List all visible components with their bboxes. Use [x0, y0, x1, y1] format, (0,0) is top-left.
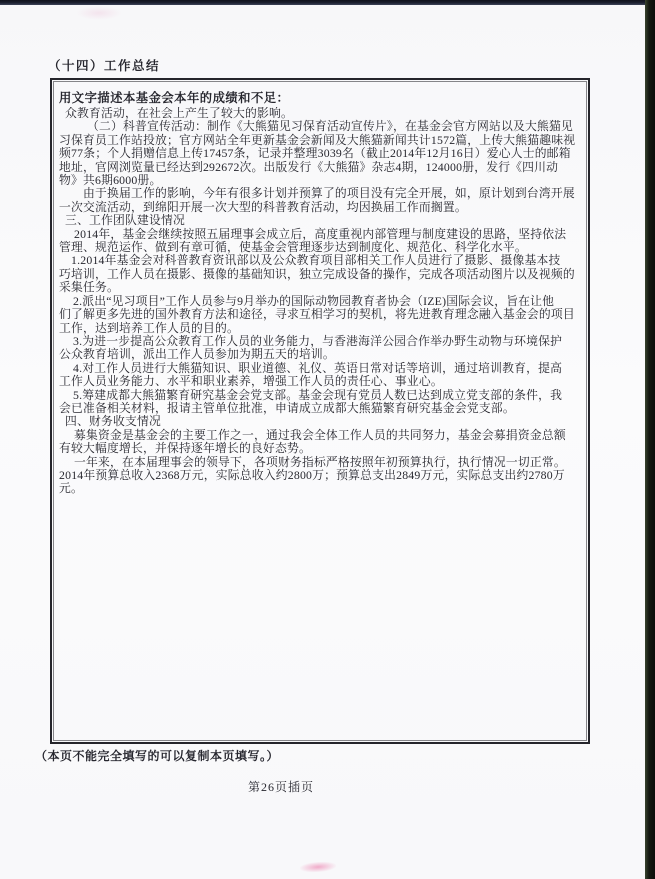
text-line: 3.为进一步提高公众教育工作人员的业务能力，与香港海洋公园合作举办野生动物与环境保护: [73, 333, 563, 348]
pink-ink-smudge: [300, 861, 337, 873]
text-line: 频77条；个人捐赠信息上传17457条，记录并整理3039名（截止2014年12月16日）爱心人士的邮箱: [59, 146, 571, 161]
text-line: 募集资金是基金会的主要工作之一，通过我会全体工作人员的共同努力，基金会募捐资金总额: [74, 427, 566, 442]
text-line: 工作人员业务能力、水平和职业素养，增强工作人员的责任心、事业心。: [59, 374, 443, 389]
text-line: （二）科普宣传活动：制作《大熊猫见习保育活动宣传片》，在基金会官方网站以及大熊猫见: [87, 119, 573, 134]
text-line: 管理、规范运作、做到有章可循，使基金会管理逐步达到制度化、规范化、科学化水平。: [59, 240, 527, 255]
summary-form-box: [50, 78, 590, 744]
form-box-body: [59, 107, 583, 496]
text-line: 2.派出“见习项目”工作人员参与9月举办的国际动物园教育者协会（IZE)国际会议，旨在让他: [73, 293, 555, 308]
text-line: 三、工作团队建设情况: [65, 213, 185, 228]
form-box-heading: 用文字描述本基金会本年的成绩和不足：: [59, 91, 290, 105]
text-line: 2014年，基金会继续按照五届理事会成立后，高度重视内部管理与制度建设的思路，坚持依法: [74, 226, 567, 241]
section-title: （十四）工作总结: [48, 59, 161, 73]
note-below-box: （本页不能完全填写的可以复制本页填写。）: [35, 749, 280, 763]
text-line: 公众教育培训，派出工作人员参加为期五天的培训。: [59, 347, 335, 362]
text-line: 四、财务收支情况: [65, 414, 161, 429]
text-line: 有较大幅度增长，并保持逐年增长的良好态势。: [59, 441, 311, 456]
text-line: 巧培训，工作人员在摄影、摄像的基础知识，独立完成设备的操作，完成各项活动图片以及视频的: [59, 266, 575, 281]
text-line: 由于换届工作的影响，今年有很多计划并预算了的项目没有完全开展，如，原计划到台湾开展: [83, 186, 575, 201]
text-line: 4.对工作人员进行大熊猫知识、职业道德、礼仪、英语日常对话等培训，通过培训教育，提高: [73, 360, 563, 375]
text-line: 5.筹建成都大熊猫繁育研究基金会党支部。基金会现有党员人数已达到成立党支部的条件，我: [73, 387, 563, 402]
text-line: 们了解更多先进的国外教育方法和途径，寻求互相学习的契机，将先进教育理念融入基金会的项目: [59, 307, 575, 322]
text-line: 1.2014年基金会对科普教育资讯部以及公众教育项目部相关工作人员进行了摄影、摄像基本技: [71, 253, 561, 268]
text-line: 地址，官网浏览量已经达到292672次。出版发行《大熊猫》杂志4期，124000册，发行《四川动: [59, 159, 559, 174]
text-line: 众教育活动，在社会上产生了较大的影响。: [65, 107, 293, 120]
text-line: 采集任务。: [59, 280, 119, 295]
text-line: 物》共6期6000册。: [59, 173, 162, 188]
scan-edge-right: [645, 0, 655, 879]
text-line: 习保育员工作站投放；官方网站全年更新基金会新闻及大熊猫新闻共计1572篇，上传大熊猫趣味视: [59, 132, 576, 147]
text-line: 一次交流活动，到绵阳开展一次大型的科普教育活动，均因换届工作而搁置。: [59, 199, 467, 214]
text-line: 会已准备相关材料，报请主管单位批准，申请成立成都大熊猫繁育研究基金会党支部。: [59, 400, 515, 415]
text-line: 2014年预算总收入2368万元，实际总收入约2800万；预算总支出2849万元，实际总支出约2780万: [59, 467, 565, 482]
page-number-footer: 第26页插页: [247, 780, 315, 794]
scan-edge-top: [0, 0, 655, 5]
text-line: 元。: [59, 481, 83, 496]
faint-pink-smudge: [76, 6, 122, 20]
text-line: 工作，达到培养工作人员的目的。: [59, 320, 239, 335]
text-line: 一年来，在本届理事会的领导下，各项财务指标严格按照年初预算执行，执行情况一切正常。: [74, 454, 566, 469]
